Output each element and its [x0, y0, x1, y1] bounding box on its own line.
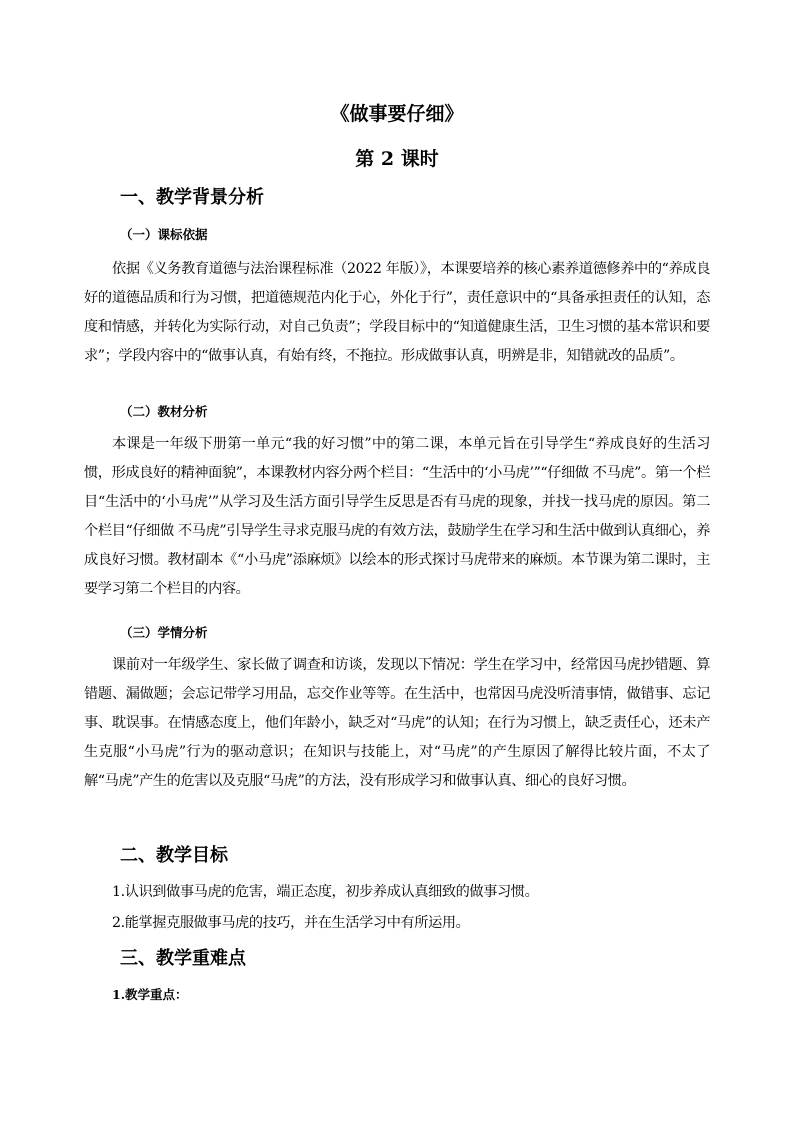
subsection-heading-students: （三）学情分析 [120, 625, 208, 640]
paragraph-textbook: 本课是一年级下册第一单元“我的好习惯”中的第二课，本单元旨在引导学生“养成良好的生活习惯，形成良好的精神面貌”，本课教材内容分两个栏目：“生活中的‘小马虎’”“仔细做 不马虎”。第一个栏目“生活中的‘小马虎’”从学习及生活方面引导学生反思是否有马虎的现象，并找一找马虎的原因。第二个栏目“仔细做 不马虎”引导学生寻求克服马虎的有效方法，鼓励学生在学习和生活中做到认真细心，养成良好习惯。教材副本《“小马虎”添麻烦》以绘本的形式探讨马虎带来的麻烦。本节课为第二课时，主要学习第二个栏目的内容。 [84, 436, 710, 597]
paragraph-standards: 依据《义务教育道德与法治课程标准（2022 年版）》，本课要培养的核心素养道德修养中的“养成良好的道德品质和行为习惯，把道德规范内化于心，外化于行”，责任意识中的“具备承担责任的认知，态度和情感，并转化为实际行动，对自己负责”；学段目标中的“知道健康生活，卫生习惯的基本常识和要求”；学段内容中的“做事认真，有始有终，不拖拉。形成做事认真，明辨是非，知错就改的品质”。 [84, 261, 710, 364]
paragraph-students: 课前对一年级学生、家长做了调查和访谈，发现以下情况：学生在学习中，经常因马虎抄错题、算错题、漏做题；会忘记带学习用品，忘交作业等等。在生活中，也常因马虎没听清事情，做错事、忘记事、耽误事。在情感态度上，他们年龄小，缺乏对“马虎”的认知；在行为习惯上，缺乏责任心，还未产生克服“小马虎”行为的驱动意识；在知识与技能上，对“马虎”的产生原因了解得比较片面，不太了解“马虎”产生的危害以及克服“马虎”的方法，没有形成学习和做事认真、细心的良好习惯。 [84, 657, 710, 789]
document-subtitle: 第 2 课时 [355, 148, 439, 170]
subsection-heading-standards: （一）课标依据 [120, 227, 208, 242]
section-heading-background: 一、教学背景分析 [120, 187, 264, 208]
document-title: 《做事要仔细》 [330, 103, 464, 125]
subsection-heading-key-point: 1.教学重点： [112, 987, 188, 1002]
section-heading-key-points: 三、教学重难点 [120, 948, 246, 969]
objective-item: 1.认识到做事马虎的危害，端正态度，初步养成认真细致的做事习惯。 [112, 884, 539, 900]
subsection-heading-textbook: （二）教材分析 [120, 404, 208, 419]
objective-item: 2.能掌握克服做事马虎的技巧，并在生活学习中有所运用。 [112, 915, 470, 931]
section-heading-objectives: 二、教学目标 [120, 845, 228, 866]
